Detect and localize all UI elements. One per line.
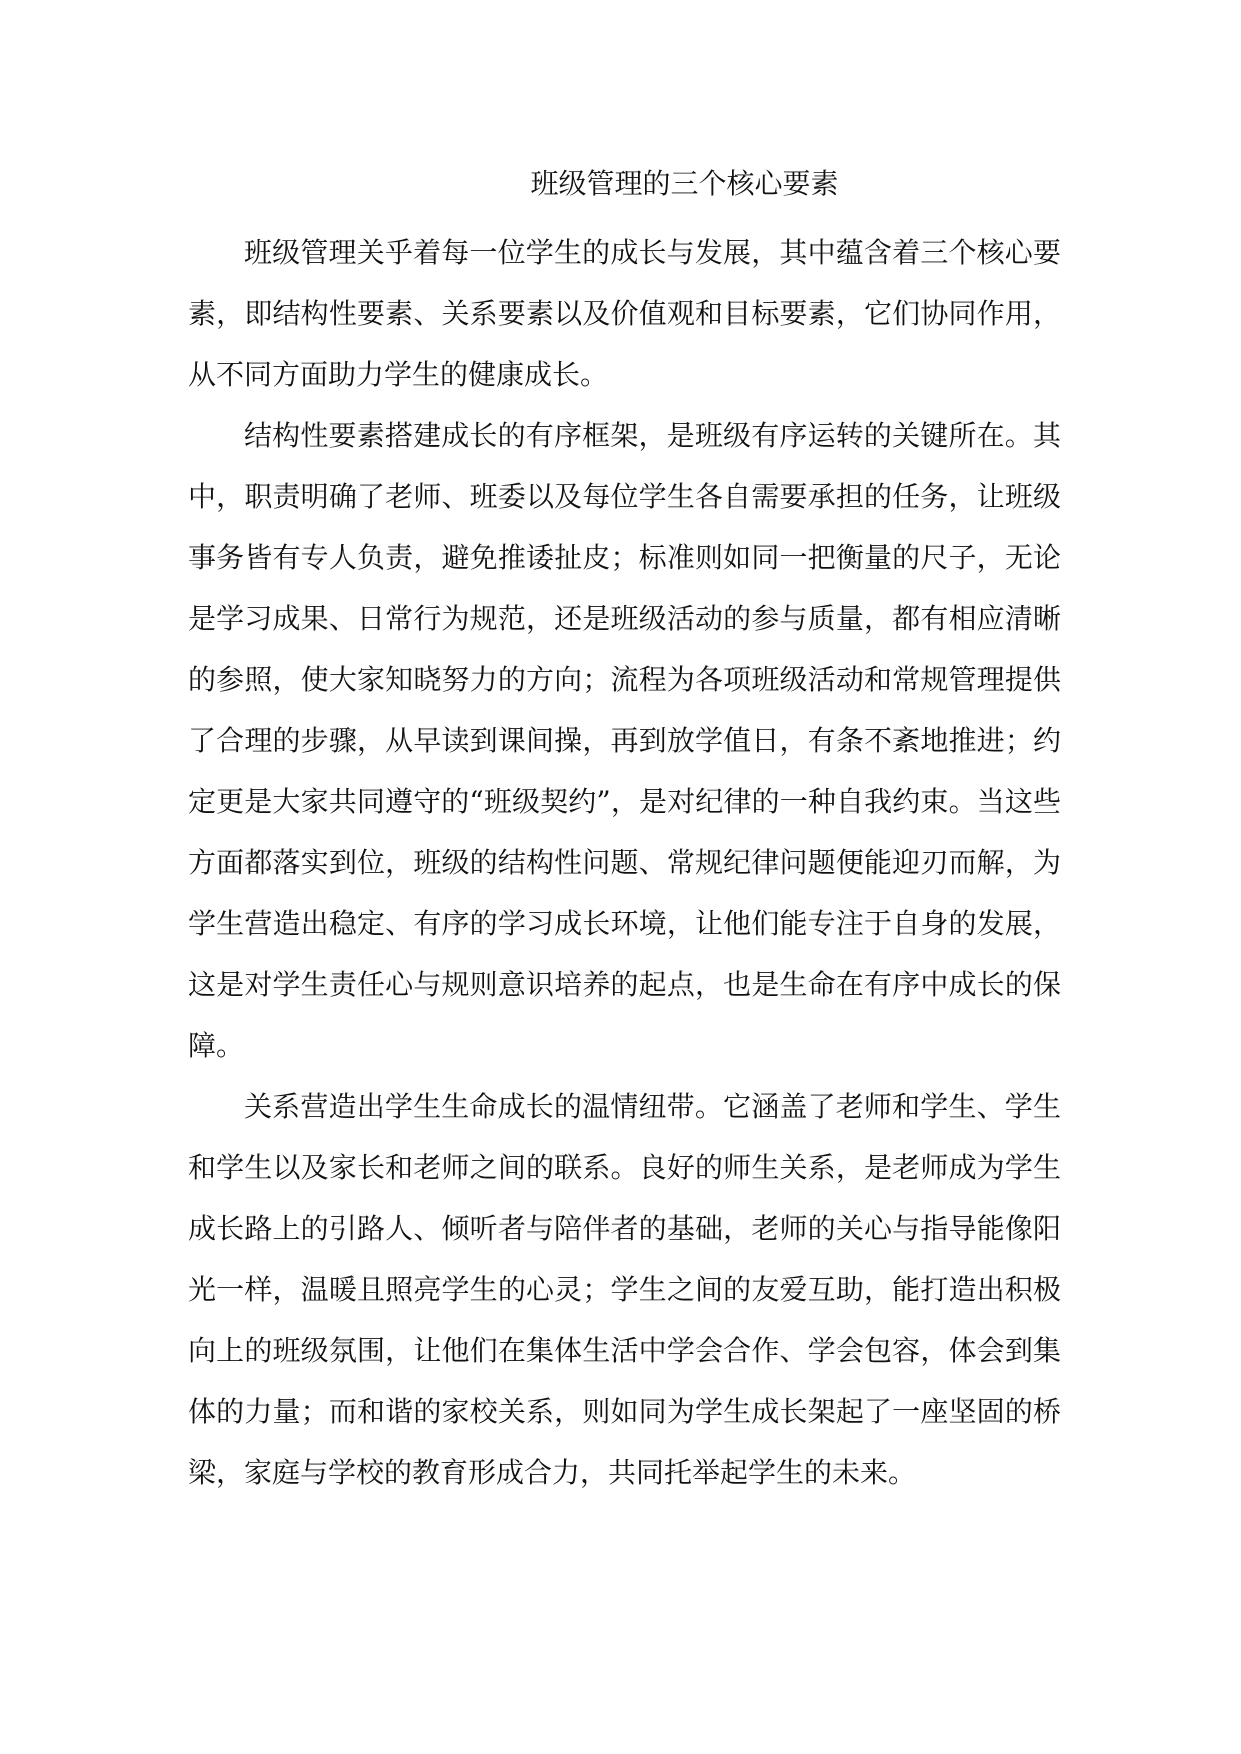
- paragraph-structural-elements: 结构性要素搭建成长的有序框架，是班级有序运转的关键所在。其中，职责明确了老师、班委以及每位学生各自需要承担的任务，让班级事务皆有专人负责，避免推诿扯皮；标准则如同一把衡量的尺子，无论是学习成果、日常行为规范，还是班级活动的参与质量，都有相应清晰的参照，使大家知晓努力的方向；流程为各项班级活动和常规管理提供了合理的步骤，从早读到课间操，再到放学值日，有条不紊地推进；约定更是大家共同遵守的“班级契约”，是对纪律的一种自我约束。当这些方面都落实到位，班级的结构性问题、常规纪律问题便能迎刃而解，为学生营造出稳定、有序的学习成长环境，让他们能专注于自身的发展，这是对学生责任心与规则意识培养的起点，也是生命在有序中成长的保障。: [188, 419, 1061, 1062]
- document-body: [188, 222, 1061, 1503]
- paragraph-relationship-elements: 关系营造出学生生命成长的温情纽带。它涵盖了老师和学生、学生和学生以及家长和老师之间的联系。良好的师生关系，是老师成为学生成长路上的引路人、倾听者与陪伴者的基础，老师的关心与指导能像阳光一样，温暖且照亮学生的心灵；学生之间的友爱互助，能打造出积极向上的班级氛围，让他们在集体生活中学会合作、学会包容，体会到集体的力量；而和谐的家校关系，则如同为学生成长架起了一座坚固的桥梁，家庭与学校的教育形成合力，共同托举起学生的未来。: [188, 1090, 1061, 1489]
- document-title: 班级管理的三个核心要素: [530, 167, 839, 200]
- paragraph-intro: 班级管理关乎着每一位学生的成长与发展，其中蕴含着三个核心要素，即结构性要素、关系要素以及价值观和目标要素，它们协同作用，从不同方面助力学生的健康成长。: [188, 236, 1061, 391]
